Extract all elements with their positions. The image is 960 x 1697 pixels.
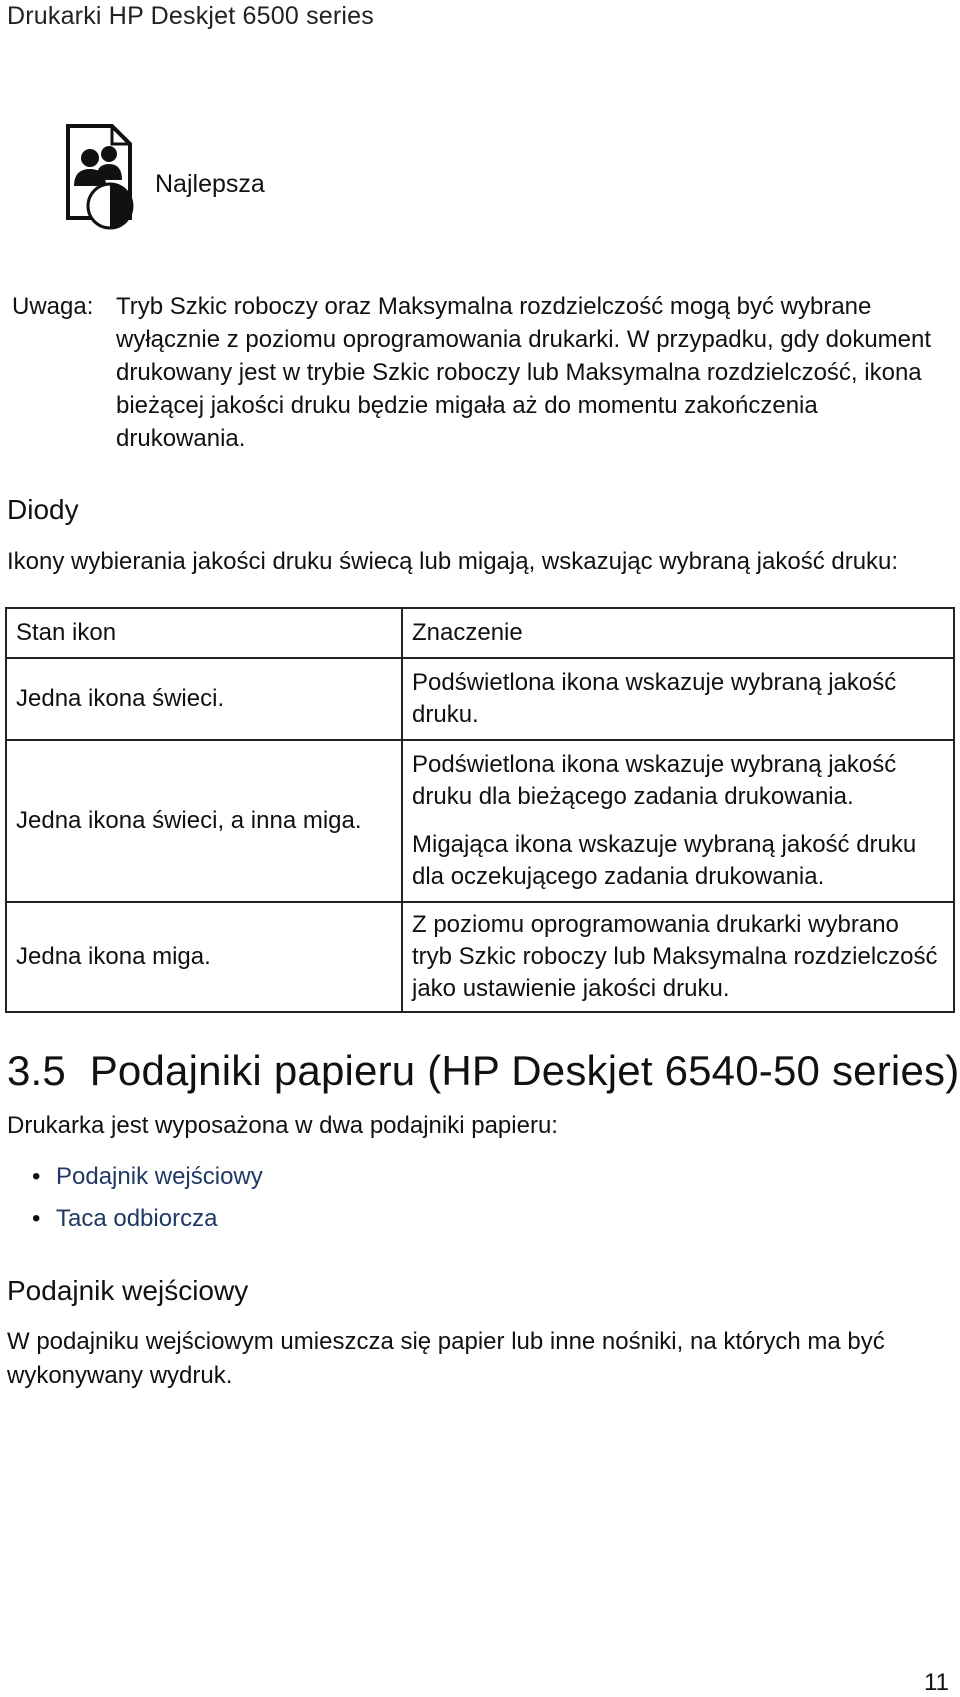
tray-link-list: [32, 1157, 263, 1241]
table-cell-meaning: Podświetlona ikona wskazuje wybraną jakość druku.: [402, 658, 954, 740]
table-cell-state: Jedna ikona świeci, a inna miga.: [6, 740, 402, 902]
table-cell-meaning: Podświetlona ikona wskazuje wybraną jakość druku dla bieżącego zadania drukowania.: [402, 740, 954, 821]
list-item: [32, 1199, 263, 1241]
list-item: [32, 1157, 263, 1199]
subsection-heading: Podajnik wejściowy: [7, 1275, 249, 1306]
table-cell-state: Jedna ikona świeci.: [6, 658, 402, 740]
link-output-tray[interactable]: Taca odbiorcza: [56, 1205, 218, 1232]
table-header-state: Stan ikon: [6, 608, 402, 658]
table-cell-meaning: Z poziomu oprogramowania drukarki wybrano tryb Szkic roboczy lub Maksymalna rozdzielczość jako ustawienie jakości druku.: [402, 902, 954, 1012]
section-intro: Drukarka jest wyposażona w dwa podajniki papieru:: [7, 1112, 558, 1139]
section-heading: 3.5 Podajniki papieru (HP Deskjet 6540-50 series): [7, 1047, 960, 1094]
table-header-row: [6, 608, 954, 658]
page-header-title: Drukarki HP Deskjet 6500 series: [7, 2, 374, 30]
link-input-tray[interactable]: Podajnik wejściowy: [56, 1163, 263, 1190]
table-row: [6, 740, 954, 821]
table-row: [6, 902, 954, 1012]
table-header-meaning: Znaczenie: [402, 608, 954, 658]
quality-label: Najlepsza: [155, 170, 265, 198]
diody-intro: Ikony wybierania jakości druku świecą lub migają, wskazując wybraną jakość druku:: [7, 548, 899, 575]
subsection-text: W podajniku wejściowym umieszcza się papier lub inne nośniki, na których ma być wykonywany wydruk.: [7, 1328, 885, 1389]
best-quality-people-icon: [66, 124, 140, 236]
bullet-marker: •: [32, 1205, 41, 1232]
bullet-marker: •: [32, 1163, 41, 1190]
icon-status-table: [5, 607, 955, 1013]
note-label: Uwaga:: [12, 293, 94, 320]
table-row: [6, 658, 954, 740]
page-number: 11: [924, 1669, 949, 1696]
table-cell-meaning: Migająca ikona wskazuje wybraną jakość druku dla oczekującego zadania drukowania.: [402, 821, 954, 902]
table-cell-state: Jedna ikona miga.: [6, 902, 402, 1012]
note-text: Tryb Szkic roboczy oraz Maksymalna rozdzielczość mogą być wybrane wyłącznie z poziomu oprogramowania drukarki. W przypadku, gdy dokument drukowany jest w trybie Szkic roboczy lub Maksymalna rozdzielczość, ikona bieżącej jakości druku będzie migała aż do momentu zakończenia drukowania.: [116, 293, 932, 452]
diody-heading: Diody: [7, 494, 79, 525]
